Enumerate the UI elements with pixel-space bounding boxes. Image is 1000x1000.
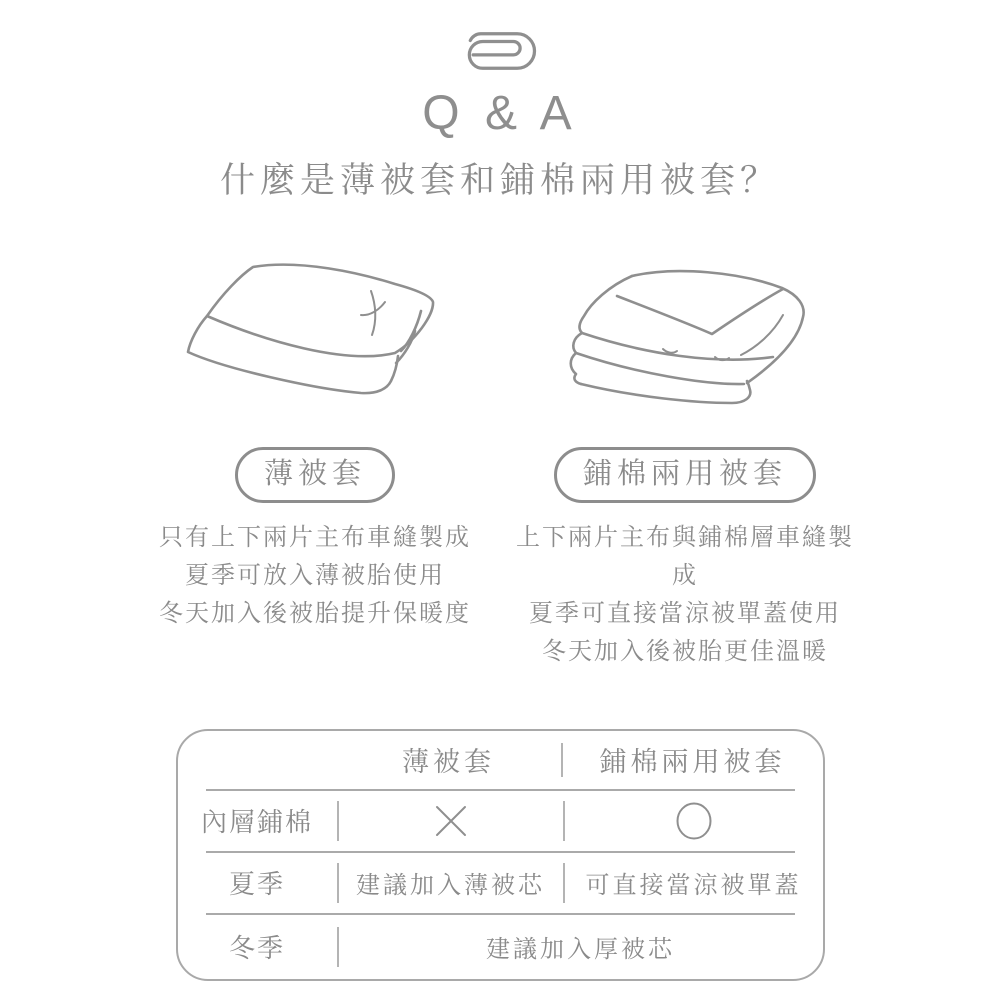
- table-row-winter: [178, 915, 823, 979]
- page-title: Q & A: [422, 87, 578, 140]
- rolled-duvet-icon: [454, 28, 546, 76]
- product-column-quilted: [510, 253, 860, 671]
- comparison-table: [176, 729, 825, 981]
- table-row-inner-padding: [178, 791, 823, 851]
- cell-thin-summer: 建議加入薄被芯: [356, 872, 545, 900]
- header: [0, 0, 1000, 203]
- cell-quilted-padding: [565, 802, 823, 840]
- cell-thin-padding: [339, 803, 563, 839]
- description-line: 冬天加入後被胎更佳溫暖: [542, 637, 828, 665]
- thin-duvet-cover-illustration: [165, 253, 465, 423]
- description-line: 只有上下兩片主布車縫製成: [159, 523, 471, 551]
- row-label: 冬季: [228, 933, 285, 964]
- header-cell-thin: 薄被套: [402, 747, 495, 778]
- description-line: 上下兩片主布與鋪棉層車縫製成: [516, 523, 854, 589]
- row-label: 內層鋪棉: [200, 807, 313, 838]
- quilted-two-way-duvet-cover-illustration: [535, 253, 835, 423]
- circle-icon: [675, 802, 713, 840]
- header-cell-quilted: 鋪棉兩用被套: [599, 747, 786, 778]
- description-line: 夏季可直接當涼被單蓋使用: [529, 599, 841, 627]
- description-thin: [140, 519, 490, 633]
- product-columns: [0, 253, 1000, 671]
- table-row-summer: [178, 853, 823, 913]
- description-line: 夏季可放入薄被胎使用: [185, 561, 445, 589]
- table-header-row: [178, 731, 823, 789]
- label-pill-quilted: 鋪棉兩用被套: [554, 447, 816, 503]
- product-column-thin: [140, 253, 490, 671]
- row-label: 夏季: [228, 869, 285, 900]
- page-subtitle: 什麼是薄被套和鋪棉兩用被套？: [219, 161, 780, 200]
- label-pill-thin: 薄被套: [235, 447, 395, 503]
- cell-merged-winter: 建議加入厚被芯: [486, 936, 675, 964]
- description-quilted: [510, 519, 860, 671]
- cross-icon: [433, 803, 469, 839]
- cell-quilted-summer: 可直接當涼被單蓋: [585, 872, 802, 900]
- description-line: 冬天加入後被胎提升保暖度: [159, 599, 471, 627]
